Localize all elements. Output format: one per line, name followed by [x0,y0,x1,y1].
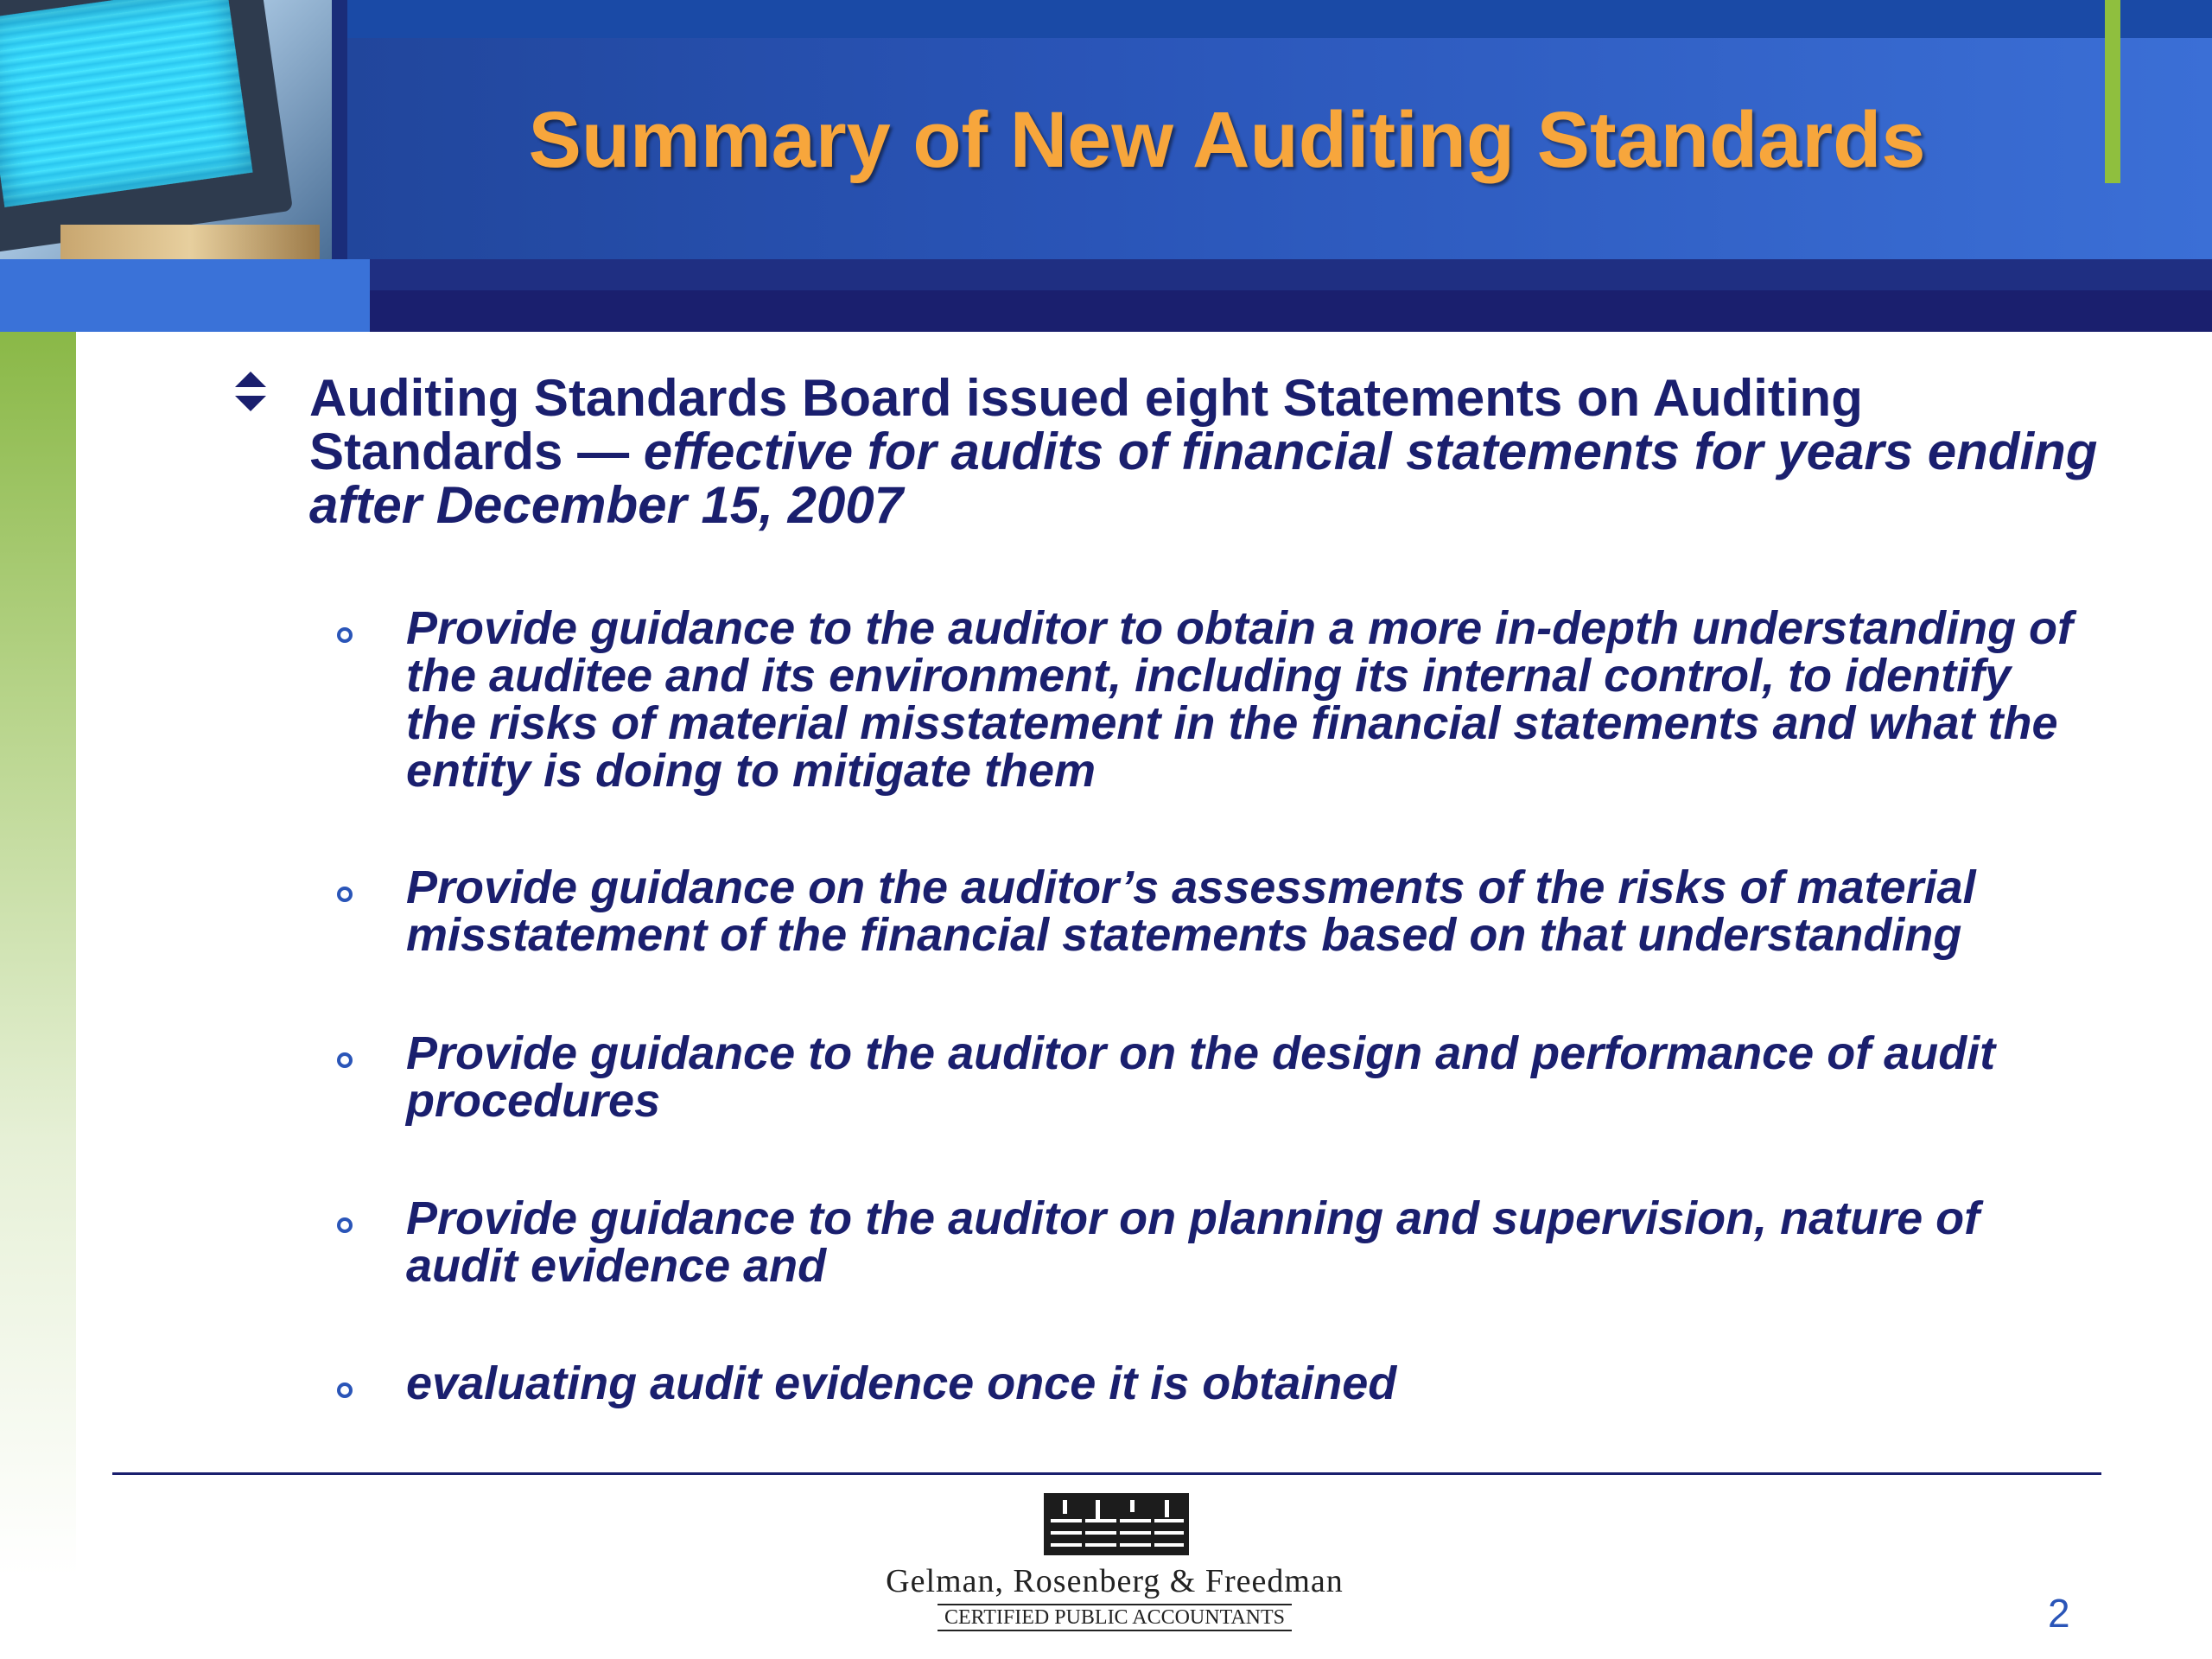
firm-logo [864,1493,1365,1636]
firm-subtitle: CERTIFIED PUBLIC ACCOUNTANTS [938,1604,1292,1631]
header-top-strip [346,0,2212,38]
circle-bullet-icon [335,1051,354,1070]
main-bullet-italic-text: effective for audits of financial statements for years ending after December 15, 2007 [309,423,2098,534]
header-corner-block [0,259,370,332]
circle-bullet-icon [335,626,354,645]
circle-bullet-icon [335,885,354,904]
sub-bullet: Provide guidance to the auditor on planning and supervision, nature of audit evidence and [406,1192,1980,1292]
sub-bullet: Provide guidance to the auditor to obtain a more in-depth understanding of the auditee and its environment, including its internal control, to identify the risks of material misstatement in the financial statements and what the entity is doing to mitigate them [406,602,2074,797]
sub-bullet: Provide guidance on the auditor’s assessments of the risks of material misstatement of the financial statements based on that understanding [406,861,1976,961]
green-accent-mark [2105,0,2120,183]
computer-monitor-image [0,0,332,259]
page-number: 2 [2048,1591,2070,1636]
keyboard-image [60,225,320,259]
sub-bullet: Provide guidance to the auditor on the design and performance of audit procedures [406,1027,1996,1127]
diamond-bullet-icon [233,370,268,415]
header-bottom-strip [370,290,2212,332]
header-separator [332,0,347,259]
main-bullet [309,369,2107,534]
left-sidebar [0,332,76,1576]
abacus-logo-icon [1044,1493,1189,1555]
monitor-screen [0,0,253,207]
circle-bullet-icon [335,1216,354,1235]
slide-title: Summary of New Auditing Standards [528,96,1926,184]
footer-divider [112,1472,2101,1475]
circle-bullet-icon [335,1381,354,1400]
sub-bullet: evaluating audit evidence once it is obtained [406,1357,1397,1409]
monitor-icon [0,0,293,254]
main-bullet-text: Auditing Standards Board issued eight Statements on Auditing Standards — [309,369,1863,480]
firm-name: Gelman, Rosenberg & Freedman [886,1563,1344,1599]
